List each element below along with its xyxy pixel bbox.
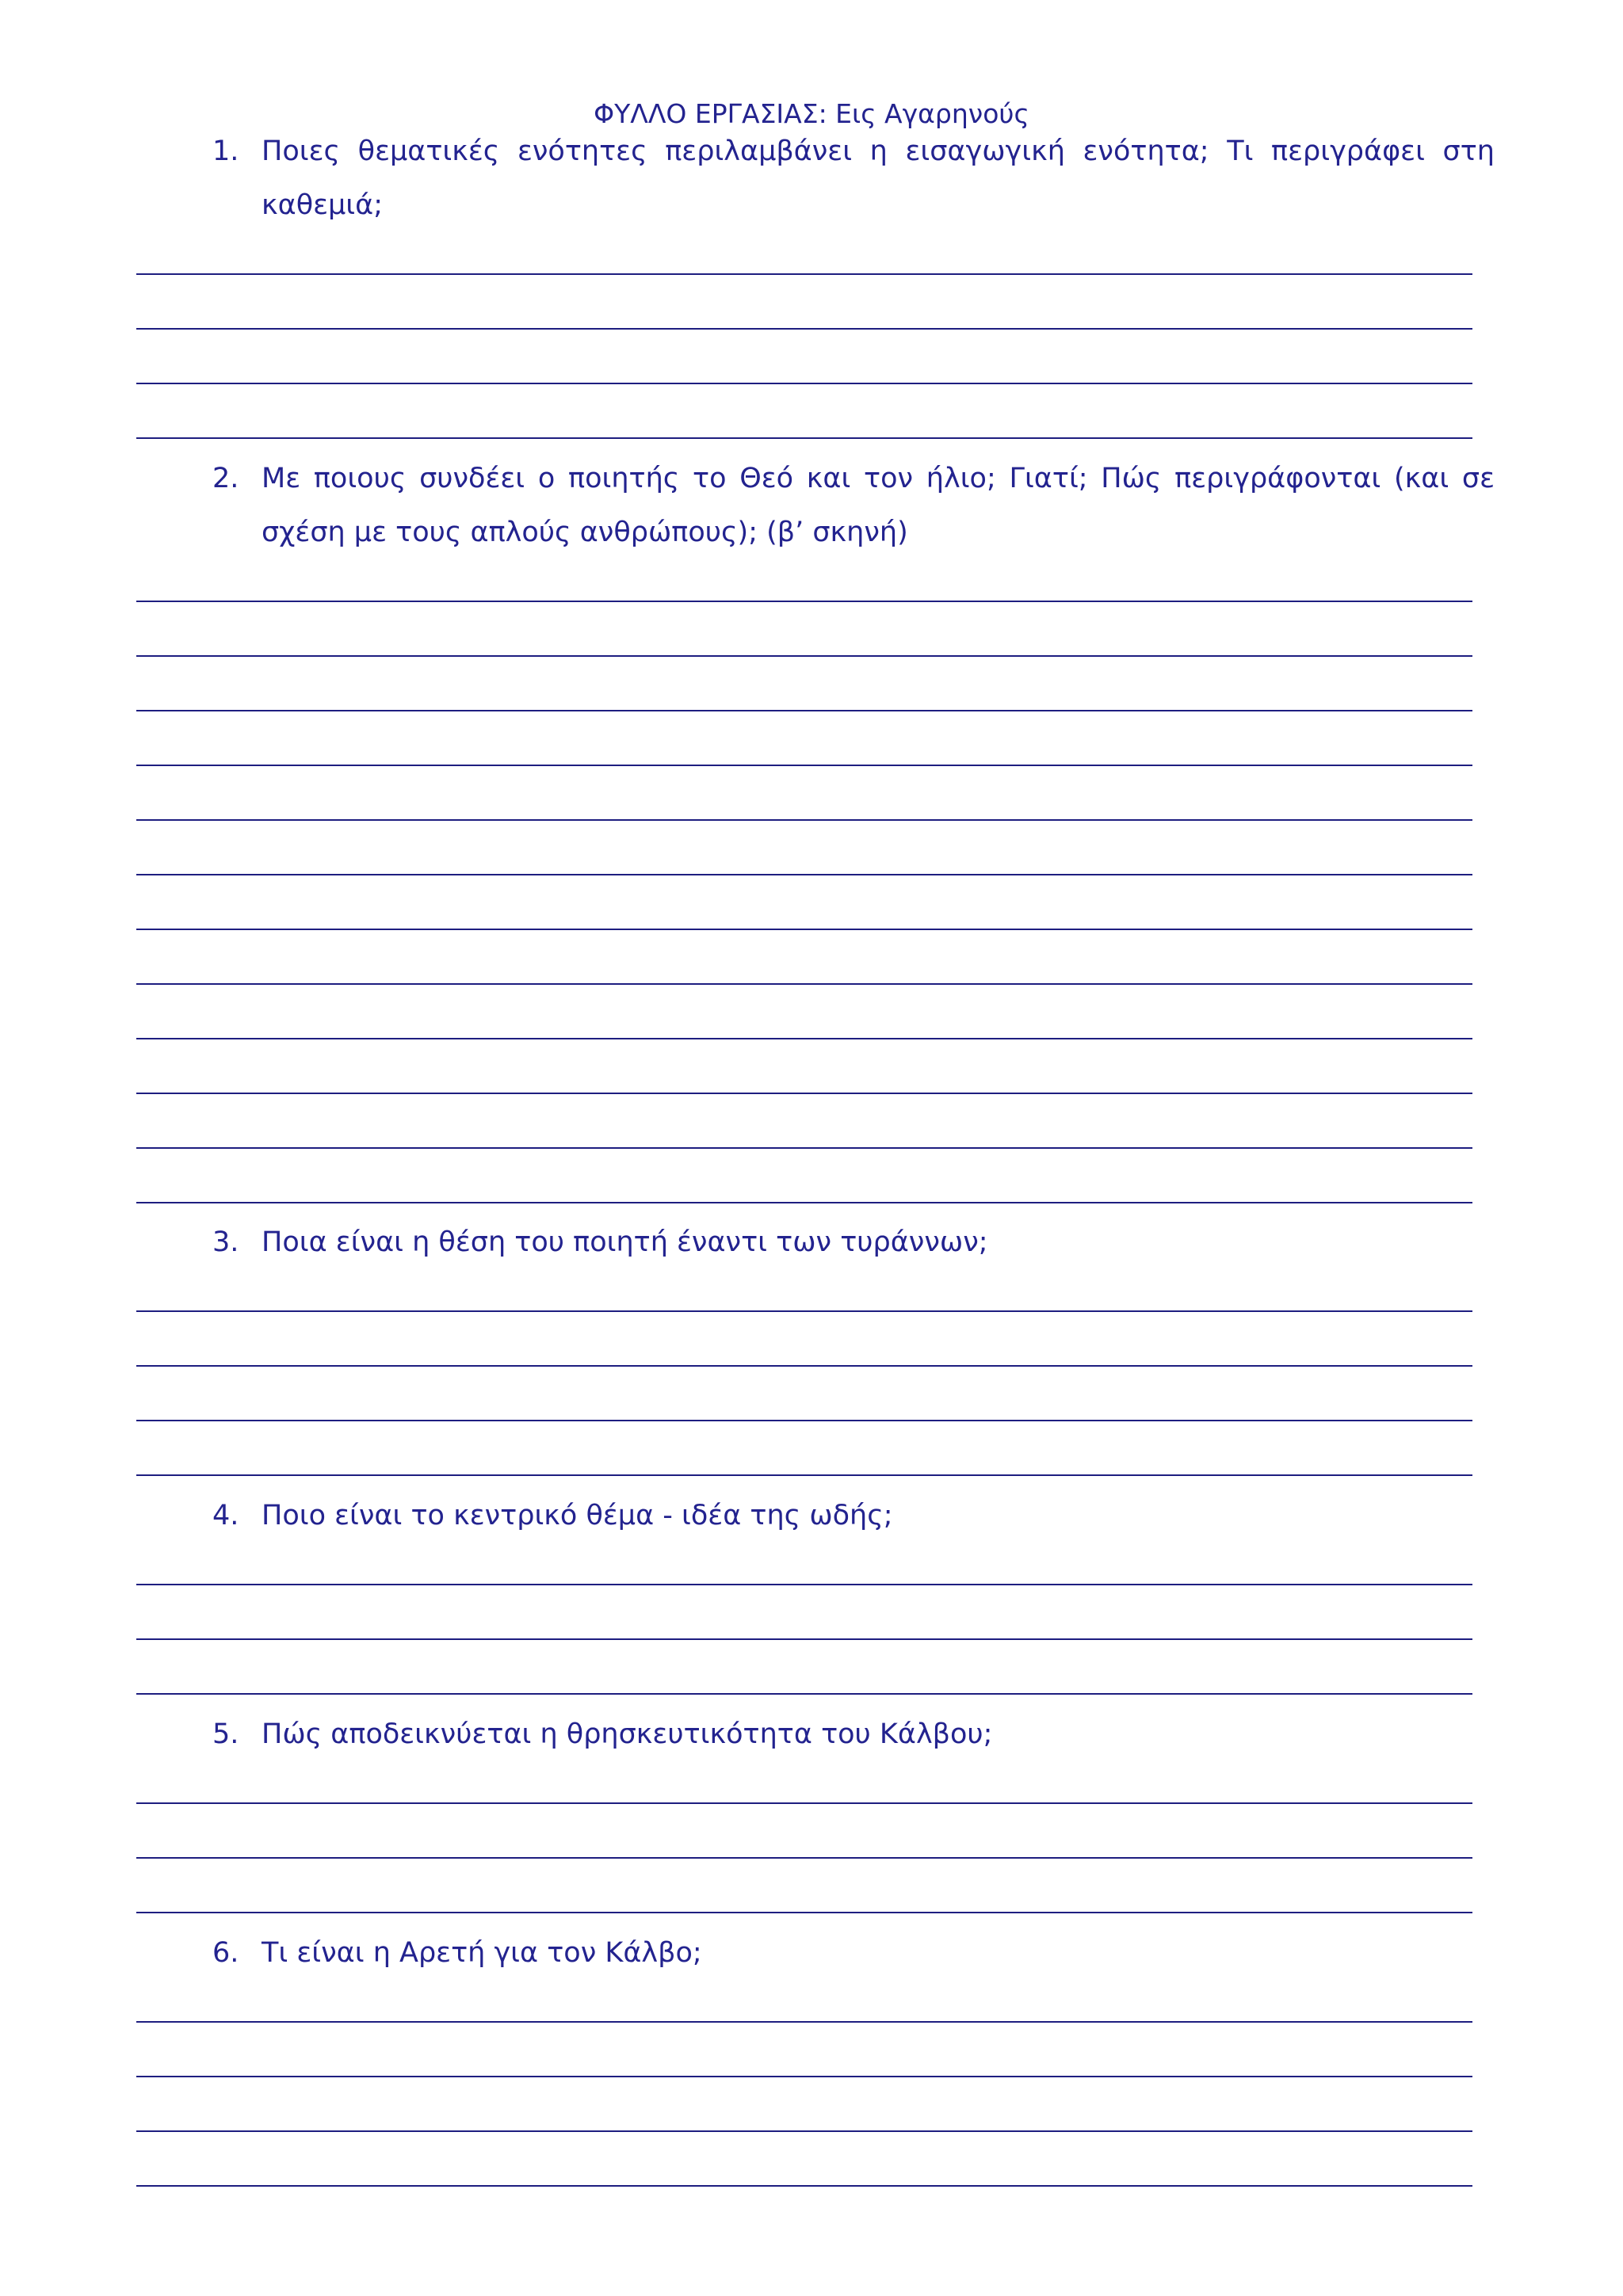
answer-line <box>136 2132 1472 2187</box>
question-number: 5. <box>212 1718 239 1750</box>
answer-line <box>136 1094 1472 1149</box>
answer-line <box>136 1257 1472 1312</box>
answer-line <box>136 2023 1472 2077</box>
question-number: 3. <box>212 1226 239 1258</box>
answer-line <box>136 711 1472 766</box>
question-text: Τι είναι η Αρετή για τον Κάλβο; <box>262 1937 702 1969</box>
answer-line <box>136 766 1472 821</box>
answer-line <box>136 384 1472 439</box>
answer-line <box>136 1804 1472 1859</box>
question-text: Πώς αποδεικνύεται η θρησκευτικότητα του Κάλβου; <box>262 1718 993 1750</box>
answer-area-4 <box>136 1531 1472 1695</box>
answer-line <box>136 930 1472 985</box>
answer-area-2 <box>136 547 1472 1203</box>
answer-area-1 <box>136 220 1472 439</box>
answer-line <box>136 821 1472 875</box>
worksheet-title: ΦΥΛΛΟ ΕΡΓΑΣΙΑΣ: Εις Αγαρηνούς <box>594 98 1029 129</box>
answer-line <box>136 547 1472 602</box>
answer-line <box>136 1859 1472 1913</box>
question-number: 2. <box>212 463 239 494</box>
answer-line <box>136 875 1472 930</box>
answer-area-5 <box>136 1749 1472 1913</box>
answer-line <box>136 1968 1472 2023</box>
question-text: Ποιες θεματικές ενότητες περιλαμβάνει η εισαγωγική ενότητα; Τι περιγράφει στη καθεμιά; <box>262 135 1495 221</box>
answer-line <box>136 657 1472 711</box>
question-number: 6. <box>212 1937 239 1969</box>
answer-line <box>136 220 1472 275</box>
answer-line <box>136 1039 1472 1094</box>
question-number: 1. <box>212 135 239 167</box>
answer-line <box>136 1531 1472 1585</box>
answer-line <box>136 1367 1472 1421</box>
answer-line <box>136 330 1472 384</box>
question-text: Ποια είναι η θέση του ποιητή έναντι των τυράννων; <box>262 1226 988 1258</box>
question-2 <box>212 452 1495 559</box>
question-1 <box>212 124 1495 232</box>
question-text: Με ποιους συνδέει ο ποιητής το Θεό και τον ήλιο; Γιατί; Πώς περιγράφονται (και σε σχέση με τους απλούς ανθρώπους); (β’ σκηνή) <box>262 463 1495 548</box>
answer-line <box>136 985 1472 1039</box>
question-number: 4. <box>212 1500 239 1531</box>
answer-line <box>136 1749 1472 1804</box>
answer-line <box>136 602 1472 657</box>
answer-line <box>136 275 1472 330</box>
answer-line <box>136 1312 1472 1367</box>
answer-line <box>136 1421 1472 1476</box>
answer-area-3 <box>136 1257 1472 1476</box>
question-text: Ποιο είναι το κεντρικό θέμα - ιδέα της ωδής; <box>262 1500 893 1531</box>
answer-line <box>136 2077 1472 2132</box>
answer-line <box>136 1149 1472 1203</box>
answer-area-6 <box>136 1968 1472 2187</box>
answer-line <box>136 1585 1472 1640</box>
answer-line <box>136 1640 1472 1695</box>
